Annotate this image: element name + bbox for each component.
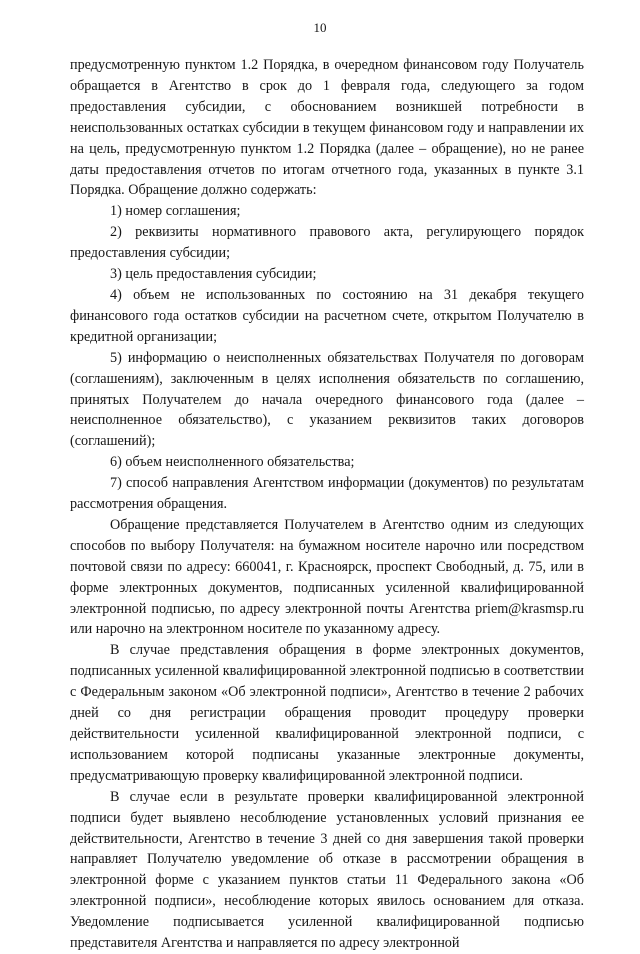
list-item-subsidy-purpose: 3) цель предоставления субсидии; (110, 266, 317, 283)
list-item-obligation-volume: 6) объем неисполненного обязательства; (110, 454, 355, 471)
paragraph-signature-rejection: В случае если в результате проверки квалифицированной электронной подписи будет выявлено несоблюдение установленных условий признания ее действительности, Агентство в течение 3 дней со дня завершения такой проверки направляет Получателю уведомление об отказе в рассмотрении обращения в электронной форме с указанием пунктов статьи 11 Федерального закона «Об электронной подписи», несоблюдение которых явилось основанием для отказа. Уведомление подписывается усиленной квалифицированной подписью представителя Агентства и направляется по адресу электронной (70, 788, 584, 952)
paragraph-submission-methods: Обращение представляется Получателем в Агентство одним из следующих способов по выбору Получателя: на бумажном носителе нарочно или посредством почтовой связи по адресу: 660041, г. Красноярск, проспект Свободный, д. 75, или в форме электронных документов, подписанных усиленной квалифицированной электронной подписью, по адресу электронной почты Агентства priem@krasmsp.ru или нарочно на электронном носителе по указанному адресу. (70, 516, 584, 638)
list-item-agreement-number: 1) номер соглашения; (110, 203, 241, 220)
list-item-outstanding-obligations: 5) информацию о неисполненных обязательствах Получателя по договорам (соглашениям), заключенным в целях исполнения обязательств по соглашению, принятых Получателем до начала очередного финансового года (далее – неисполненное обязательство), с указанием реквизитов таких договоров (соглашений); (70, 349, 584, 450)
list-item-unused-balance: 4) объем не использованных по состоянию на 31 декабря текущего финансового года остатков субсидии на расчетном счете, открытом Получателю в кредитной организации; (70, 286, 584, 345)
list-item-legal-act-details: 2) реквизиты нормативного правового акта, регулирующего порядок предоставления субсидии; (70, 224, 584, 262)
paragraph-electronic-signature-check: В случае представления обращения в форме электронных документов, подписанных усиленной квалифицированной электронной подписью в соответствии с Федеральным законом «Об электронной подписи», Агентство в течение 2 рабочих дней со дня регистрации обращения проводит процедуру проверки действительности усиленной квалифицированной электронной подписи, с использованием которой подписаны указанные электронные документы, предусматривающую проверку квалифицированной электронной подписи. (70, 642, 584, 784)
document-body (70, 55, 584, 954)
paragraph-continuation: предусмотренную пунктом 1.2 Порядка, в очередном финансовом году Получатель обращается в Агентство в срок до 1 февраля года, следующего за годом предоставления субсидии, с обоснованием возникшей потребности в неиспользованных остатках субсидии в текущем финансовом году и направлении их на цель, предусмотренную пунктом 1.2 Порядка (далее – обращение), но не ранее даты предоставления отчетов по итогам отчетного года, указанных в пункте 3.1 Порядка. Обращение должно содержать: (70, 57, 584, 199)
page-number: 10 (313, 20, 327, 35)
list-item-response-method: 7) способ направления Агентством информации (документов) по результатам рассмотрения обращения. (70, 475, 584, 513)
